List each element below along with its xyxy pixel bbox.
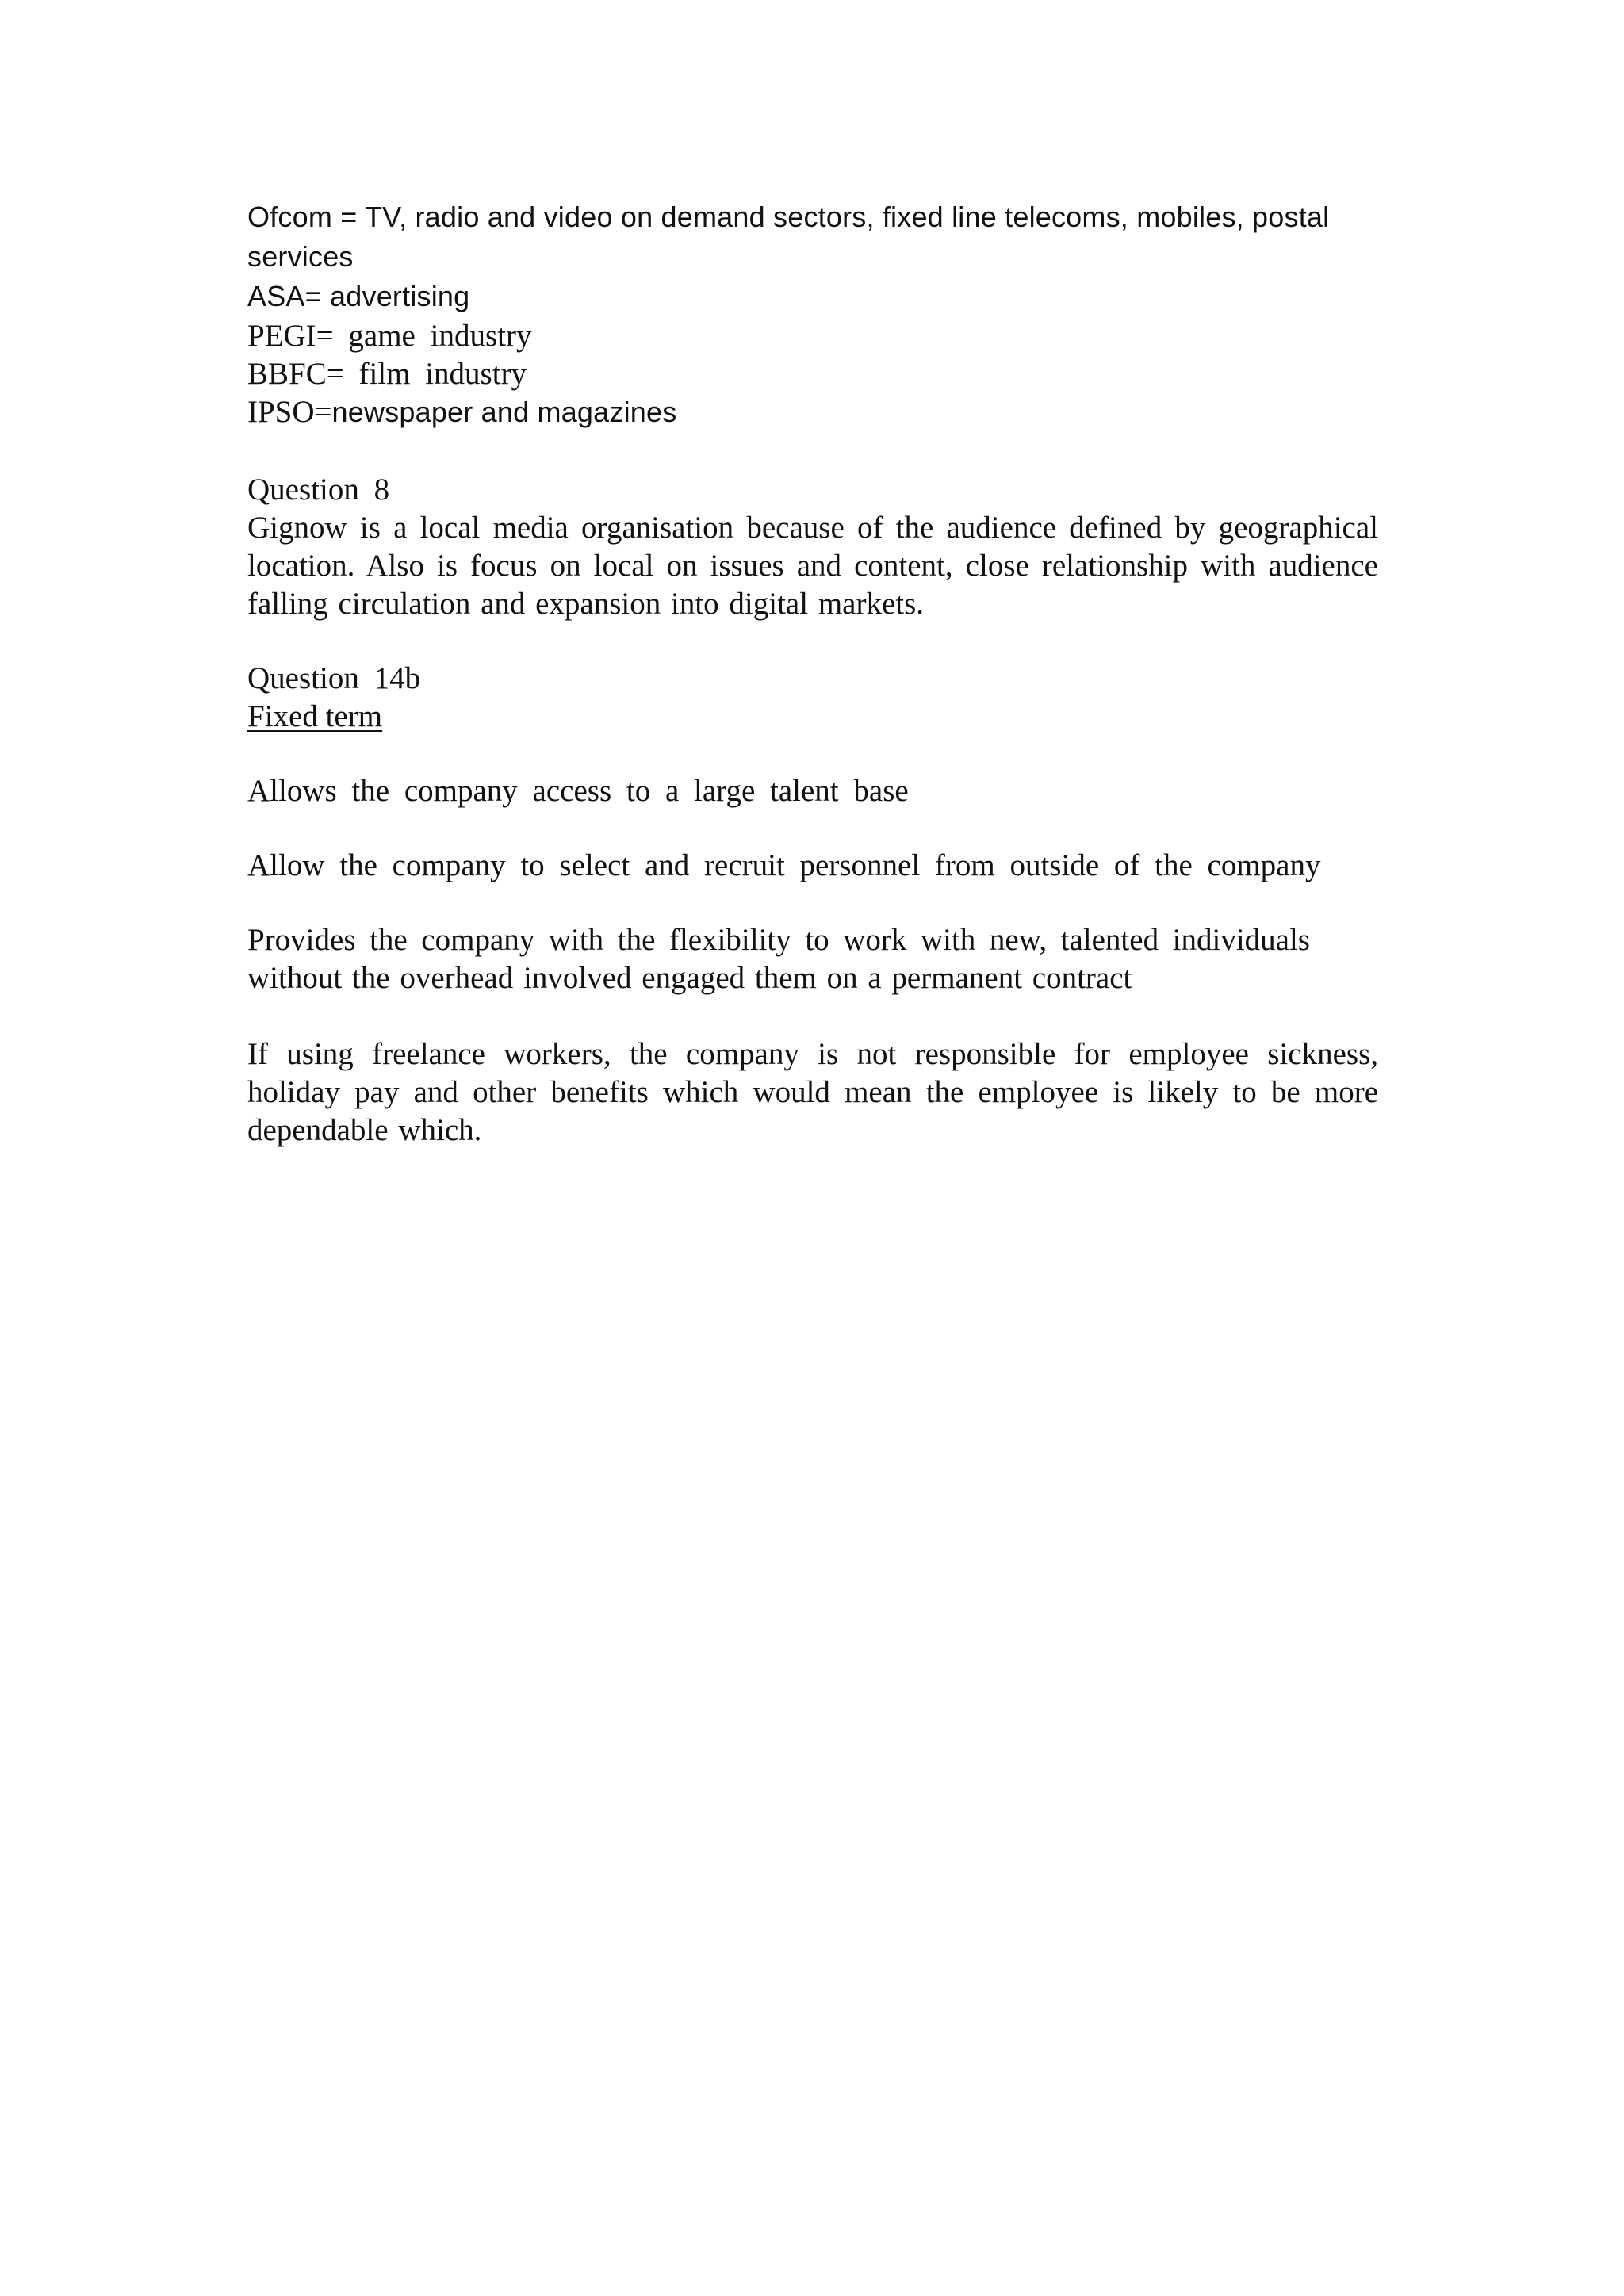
advantage-point-3: Provides the company with the flexibility to work with new, talented individuals without the overhead involved engaged them on a permanent contract (247, 923, 1310, 995)
ipso-scope: newspaper and magazines (331, 396, 677, 428)
question-14b-heading: Question 14b (247, 661, 421, 695)
asa-line: ASA= advertising (247, 280, 470, 312)
advantage-point-1: Allows the company access to a large talent base (247, 774, 909, 808)
ofcom-line: Ofcom = TV, radio and video on demand sectors, fixed line telecoms, mobiles, postal (247, 201, 1330, 233)
question-8-heading: Question 8 (247, 473, 390, 507)
bbfc-line: BBFC= film industry (247, 357, 527, 391)
ofcom-line-continued: services (247, 240, 354, 273)
pegi-line: PEGI= game industry (247, 319, 532, 353)
advantage-point-2: Allow the company to select and recruit personnel from outside of the company (247, 848, 1321, 882)
question-8-answer: Gignow is a local media organisation because of the audience defined by geographical location. Also is focus on local on issues and content, close relationship with audience falling circulation and expansion into digital markets. (247, 511, 1378, 621)
advantage-point-4: If using freelance workers, the company is not responsible for employee sickness, holiday pay and other benefits which would mean the employee is likely to be more dependable which. (247, 1037, 1378, 1147)
ipso-label: IPSO= (247, 395, 332, 429)
ipso-line (247, 393, 676, 438)
fixed-term-subheading: Fixed term (247, 699, 383, 733)
